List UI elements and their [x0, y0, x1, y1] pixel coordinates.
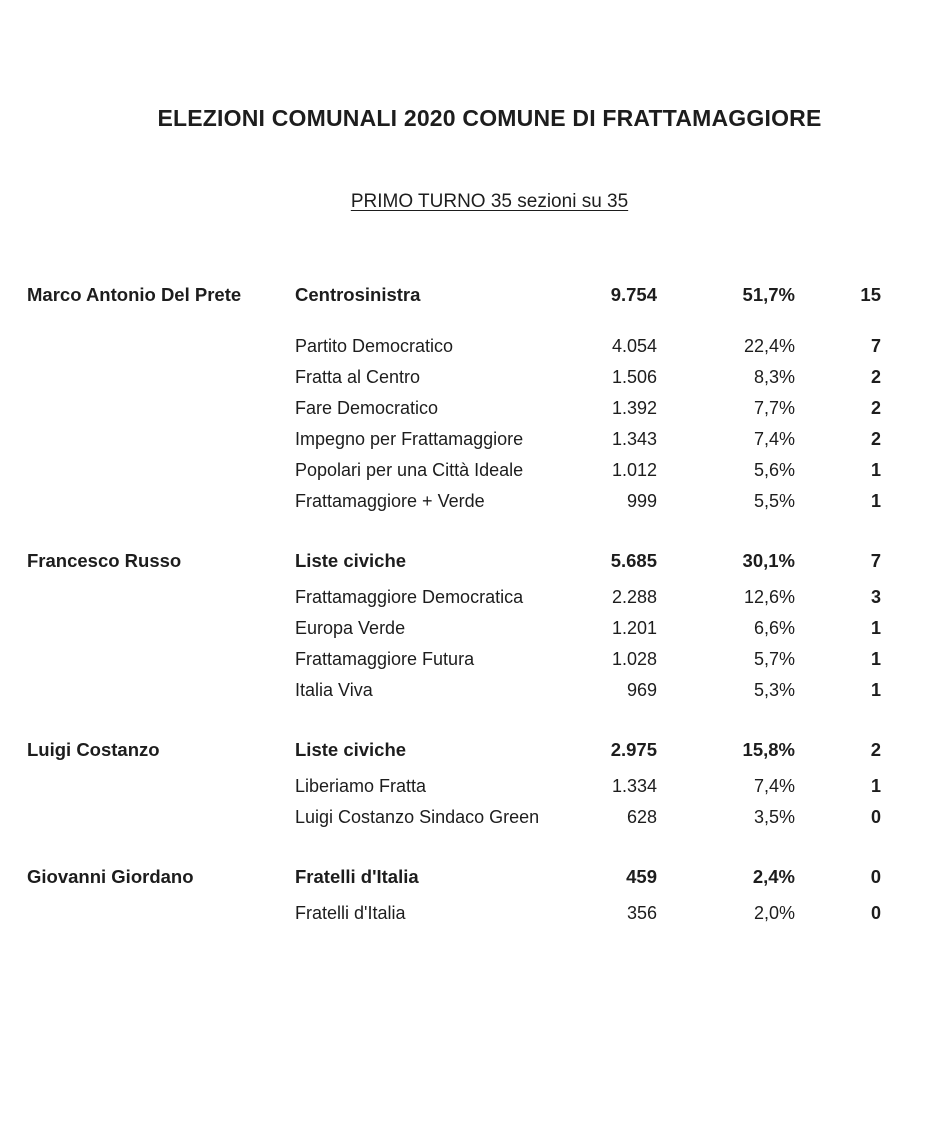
- votes-value: 1.028: [611, 649, 657, 669]
- document-page: [0, 104, 935, 1128]
- seats-value: 1: [870, 491, 881, 511]
- percent-value: 6,6%: [753, 618, 795, 638]
- percent-value: 7,4%: [753, 776, 795, 796]
- percent-value: 51,7%: [742, 283, 795, 305]
- percent-value: 12,6%: [743, 587, 795, 607]
- party-row: [0, 582, 935, 613]
- results-table: [0, 279, 935, 929]
- party-row: [0, 331, 935, 362]
- percent-value: 5,6%: [753, 460, 795, 480]
- candidate-section-russo: [0, 545, 935, 706]
- seats-value: 0: [870, 865, 881, 887]
- percent-value: 7,7%: [753, 398, 795, 418]
- seats-value: 2: [870, 398, 881, 418]
- candidate-section-giordano: [0, 861, 935, 929]
- candidate-name: Giovanni Giordano: [27, 865, 194, 887]
- votes-value: 9.754: [610, 283, 657, 305]
- party-row: [0, 486, 935, 517]
- percent-value: 7,4%: [753, 429, 795, 449]
- party-row: [0, 424, 935, 455]
- party-list-group: [0, 898, 935, 929]
- votes-value: 1.343: [611, 429, 657, 449]
- party-row: [0, 675, 935, 706]
- votes-value: 356: [626, 903, 657, 923]
- seats-value: 1: [870, 776, 881, 796]
- party-list-group: [0, 771, 935, 833]
- votes-value: 628: [626, 807, 657, 827]
- party-row: [0, 802, 935, 833]
- votes-value: 2.288: [611, 587, 657, 607]
- party-row: [0, 613, 935, 644]
- candidate-summary-row: [0, 861, 935, 892]
- candidate-summary-row: [0, 279, 935, 310]
- votes-value: 4.054: [611, 336, 657, 356]
- seats-value: 0: [870, 807, 881, 827]
- percent-value: 2,0%: [753, 903, 795, 923]
- seats-value: 0: [870, 903, 881, 923]
- seats-value: 1: [870, 680, 881, 700]
- candidate-name: Marco Antonio Del Prete: [27, 283, 242, 305]
- party-name: Fare Democratico: [295, 398, 439, 418]
- candidate-summary-row: [0, 734, 935, 765]
- percent-value: 8,3%: [753, 367, 795, 387]
- votes-value: 5.685: [610, 549, 657, 571]
- party-name: Impegno per Frattamaggiore: [295, 429, 524, 449]
- candidate-summary-row: [0, 545, 935, 576]
- percent-value: 2,4%: [752, 865, 795, 887]
- percent-value: 22,4%: [743, 336, 795, 356]
- votes-value: 2.975: [610, 738, 657, 760]
- party-name: Luigi Costanzo Sindaco Green: [295, 807, 540, 827]
- votes-value: 1.334: [611, 776, 657, 796]
- party-name: Popolari per una Città Ideale: [295, 460, 524, 480]
- votes-value: 999: [626, 491, 657, 511]
- party-name: Frattamaggiore Futura: [295, 649, 475, 669]
- percent-value: 15,8%: [742, 738, 795, 760]
- votes-value: 459: [626, 865, 657, 887]
- party-name: Frattamaggiore Democratica: [295, 587, 524, 607]
- votes-value: 1.506: [611, 367, 657, 387]
- seats-value: 1: [870, 649, 881, 669]
- party-name: Partito Democratico: [295, 336, 454, 356]
- candidate-name: Luigi Costanzo: [27, 738, 160, 760]
- coalition-name: Fratelli d'Italia: [295, 865, 419, 887]
- party-row: [0, 644, 935, 675]
- votes-value: 969: [626, 680, 657, 700]
- seats-value: 3: [870, 587, 881, 607]
- page-title: ELEZIONI COMUNALI 2020 COMUNE DI FRATTAMAGGIORE: [157, 105, 822, 131]
- candidate-section-costanzo: [0, 734, 935, 833]
- party-name: Frattamaggiore + Verde: [295, 491, 485, 511]
- party-name: Europa Verde: [295, 618, 406, 638]
- seats-value: 2: [870, 367, 881, 387]
- party-row: [0, 771, 935, 802]
- seats-value: 2: [870, 429, 881, 449]
- seats-value: 7: [870, 549, 881, 571]
- candidate-name: Francesco Russo: [27, 549, 182, 571]
- party-list-group: [0, 582, 935, 706]
- party-list-group: [0, 331, 935, 517]
- page-subtitle: PRIMO TURNO 35 sezioni su 35: [350, 191, 629, 212]
- votes-value: 1.392: [611, 398, 657, 418]
- seats-value: 1: [870, 460, 881, 480]
- percent-value: 5,5%: [753, 491, 795, 511]
- coalition-name: Liste civiche: [295, 549, 407, 571]
- coalition-name: Liste civiche: [295, 738, 407, 760]
- party-name: Liberiamo Fratta: [295, 776, 427, 796]
- percent-value: 5,3%: [753, 680, 795, 700]
- percent-value: 5,7%: [753, 649, 795, 669]
- percent-value: 3,5%: [753, 807, 795, 827]
- party-name: Fratta al Centro: [295, 367, 421, 387]
- party-name: Fratelli d'Italia: [295, 903, 406, 923]
- party-row: [0, 362, 935, 393]
- party-row: [0, 455, 935, 486]
- party-row: [0, 898, 935, 929]
- votes-value: 1.201: [611, 618, 657, 638]
- party-name: Italia Viva: [295, 680, 373, 700]
- party-row: [0, 393, 935, 424]
- candidate-section-del-prete: [0, 279, 935, 517]
- seats-value: 7: [870, 336, 881, 356]
- coalition-name: Centrosinistra: [295, 283, 421, 305]
- percent-value: 30,1%: [742, 549, 795, 571]
- votes-value: 1.012: [611, 460, 657, 480]
- seats-value: 15: [860, 283, 881, 305]
- seats-value: 2: [870, 738, 881, 760]
- seats-value: 1: [870, 618, 881, 638]
